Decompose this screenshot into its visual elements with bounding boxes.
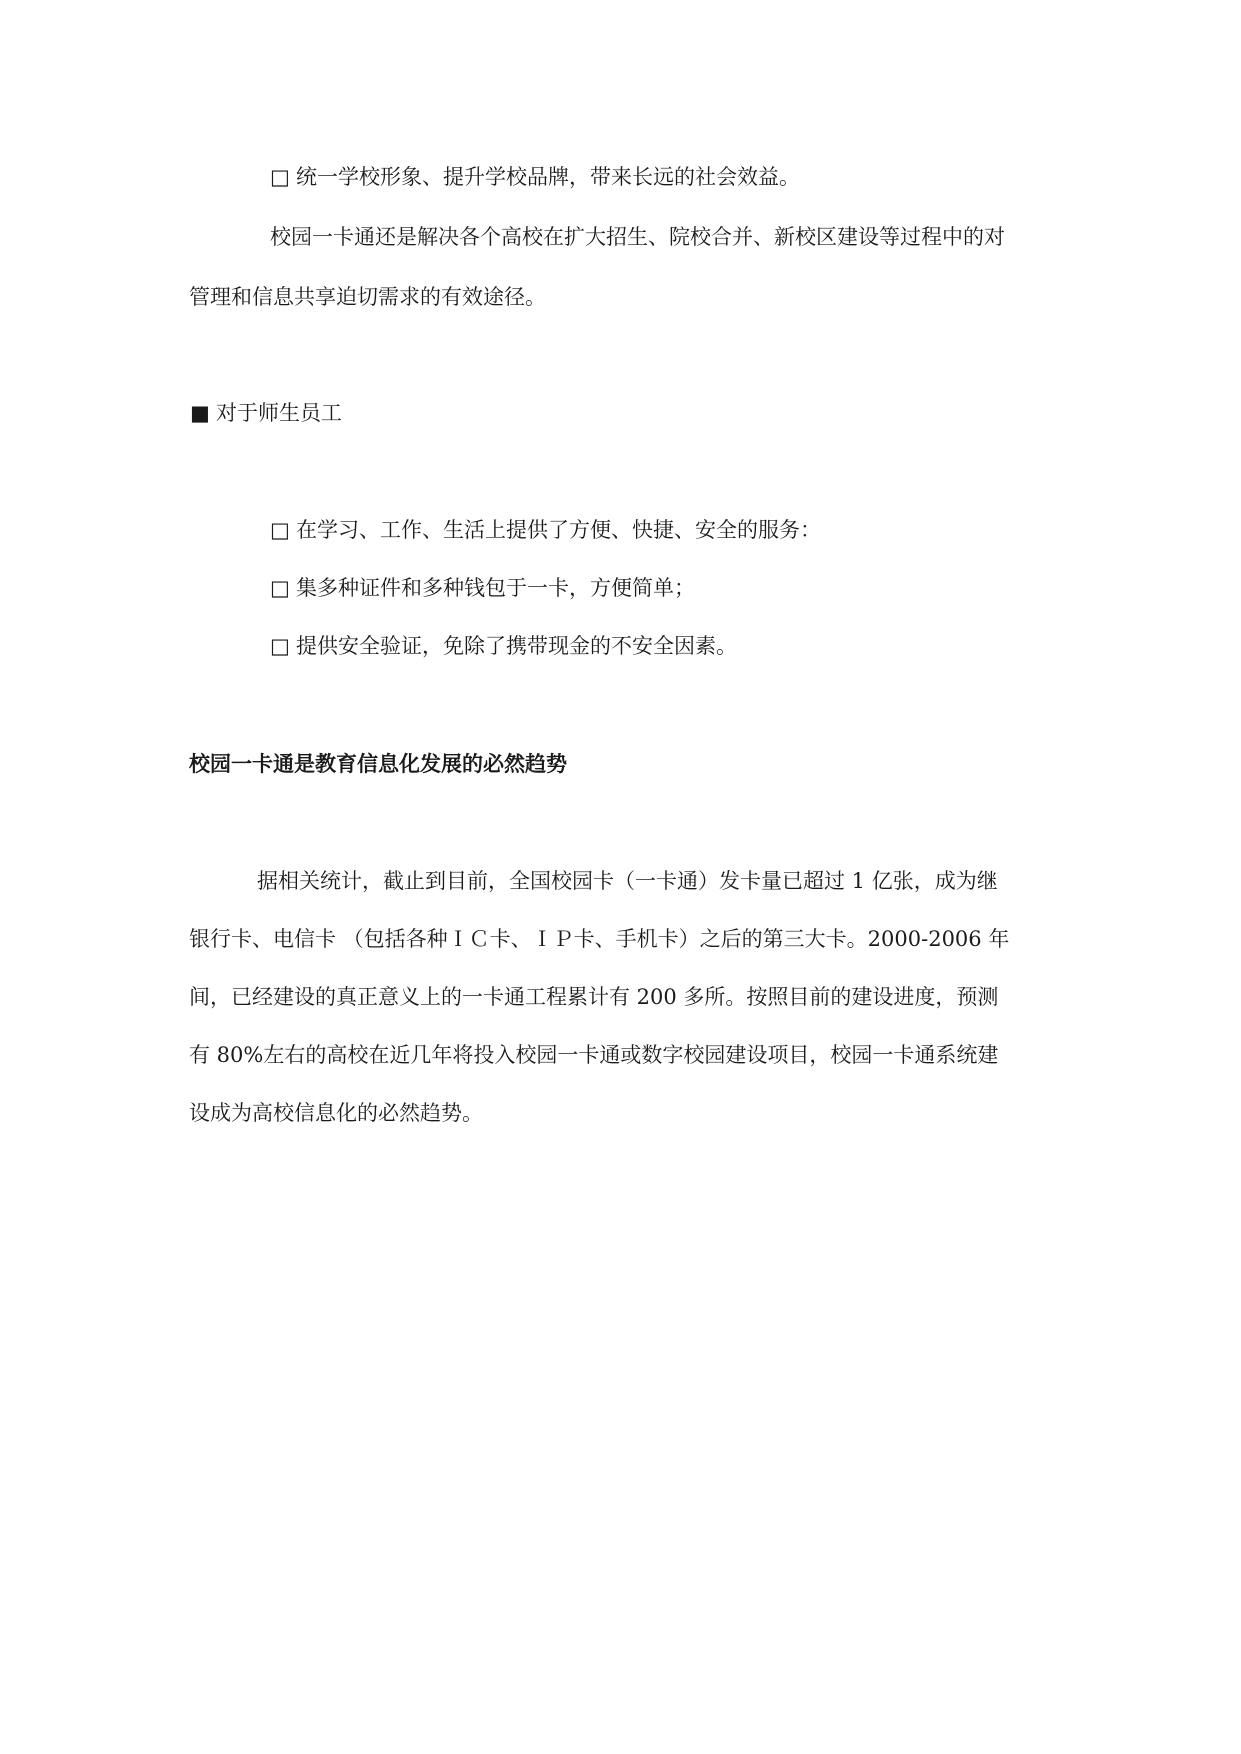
list-item-text: 集多种证件和多种钱包于一卡，方便简单； xyxy=(296,576,695,600)
paragraph-line xyxy=(189,1099,483,1127)
section-title-text: 对于师生员工 xyxy=(216,401,342,425)
list-item-text: 在学习、工作、生活上提供了方便、快捷、安全的服务： xyxy=(296,518,821,542)
list-item xyxy=(270,574,695,602)
list-item-text: 提供安全验证，免除了携带现金的不安全因素。 xyxy=(296,634,737,658)
filled-square-bullet-icon: ■ xyxy=(190,401,210,425)
paragraph-line xyxy=(189,925,1009,953)
list-item xyxy=(270,516,821,544)
section-title-staff xyxy=(190,399,342,427)
list-item xyxy=(270,632,737,660)
paragraph-line xyxy=(189,283,546,311)
benefit-item-text: 统一学校形象、提升学校品牌，带来长远的社会效益。 xyxy=(296,165,800,189)
paragraph-text: 校园一卡通还是解决各个高校在扩大招生、院校合并、新校区建设等过程中的对 xyxy=(270,225,1005,249)
paragraph-line xyxy=(270,223,1005,251)
hollow-square-bullet-icon: □ xyxy=(270,634,290,658)
paragraph-text: 据相关统计，截止到目前，全国校园卡（一卡通）发卡量已超过 1 亿张，成为继 xyxy=(257,869,998,893)
paragraph-line xyxy=(189,1041,998,1069)
paragraph-text: 银行卡、电信卡 （包括各种ＩＣ卡、ＩＰ卡、手机卡）之后的第三大卡。2000-2006 年 xyxy=(189,927,1010,951)
paragraph-line xyxy=(189,983,998,1011)
hollow-square-bullet-icon: □ xyxy=(270,518,290,542)
hollow-square-bullet-icon: □ xyxy=(270,576,290,600)
paragraph-text: 有 80%左右的高校在近几年将投入校园一卡通或数字校园建设项目，校园一卡通系统建 xyxy=(189,1043,999,1067)
paragraph-line xyxy=(257,867,998,895)
paragraph-text: 设成为高校信息化的必然趋势。 xyxy=(189,1101,483,1125)
paragraph-text: 间，已经建设的真正意义上的一卡通工程累计有 200 多所。按照目前的建设进度，预测 xyxy=(189,985,999,1009)
benefit-item-brand xyxy=(270,163,800,191)
hollow-square-bullet-icon: □ xyxy=(270,165,290,189)
section-heading: 校园一卡通是教育信息化发展的必然趋势 xyxy=(189,752,567,776)
paragraph-text: 管理和信息共享迫切需求的有效途径。 xyxy=(189,285,546,309)
